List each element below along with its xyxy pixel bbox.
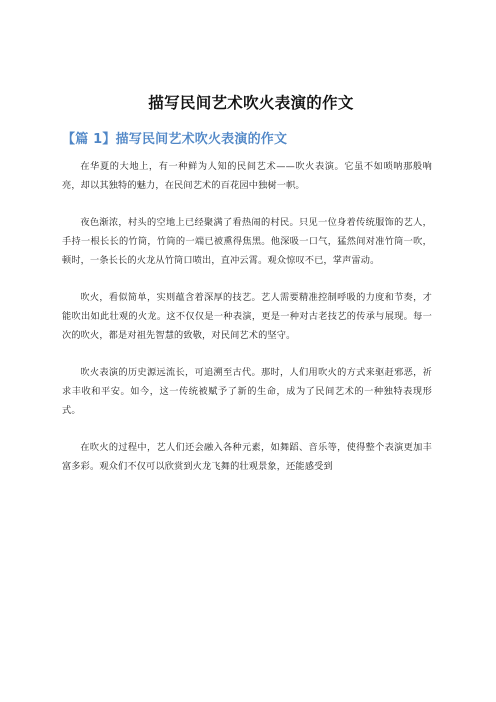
document-title: 描写民间艺术吹火表演的作文 bbox=[148, 94, 354, 112]
paragraph-1: 在华夏的大地上，有一种鲜为人知的民间艺术——吹火表演。它虽不如唢呐那般响亮，却以其独特的魅力，在民间艺术的百花园中独树一帜。 bbox=[62, 161, 432, 191]
paragraph-5: 在吹火的过程中，艺人们还会融入各种元素，如舞蹈、音乐等，使得整个表演更加丰富多彩。观众们不仅可以欣赏到火龙飞舞的壮观景象，还能感受到 bbox=[62, 442, 432, 472]
paragraph-2: 夜色渐浓，村头的空地上已经聚满了看热闹的村民。只见一位身着传统服饰的艺人，手持一根长长的竹筒，竹筒的一端已被熏得焦黑。他深吸一口气，猛然间对准竹筒一吹，顿时，一条长长的火龙从竹筒口喷出，直冲云霄。观众惊叹不已，掌声雷动。 bbox=[62, 217, 432, 266]
paragraph-4: 吹火表演的历史源远流长，可追溯至古代。那时，人们用吹火的方式来驱赶邪恶，祈求丰收和平安。如今，这一传统被赋予了新的生命，成为了民间艺术的一种独特表现形式。 bbox=[62, 367, 432, 416]
paragraph-3: 吹火，看似简单，实则蕴含着深厚的技艺。艺人需要精准控制呼吸的力度和节奏，才能吹出如此壮观的火龙。这不仅仅是一种表演，更是一种对古老技艺的传承与展现。每一次的吹火，都是对祖先智慧的致敬，对民间艺术的坚守。 bbox=[62, 292, 432, 341]
section-heading: 【篇 1】描写民间艺术吹火表演的作文 bbox=[62, 132, 288, 147]
